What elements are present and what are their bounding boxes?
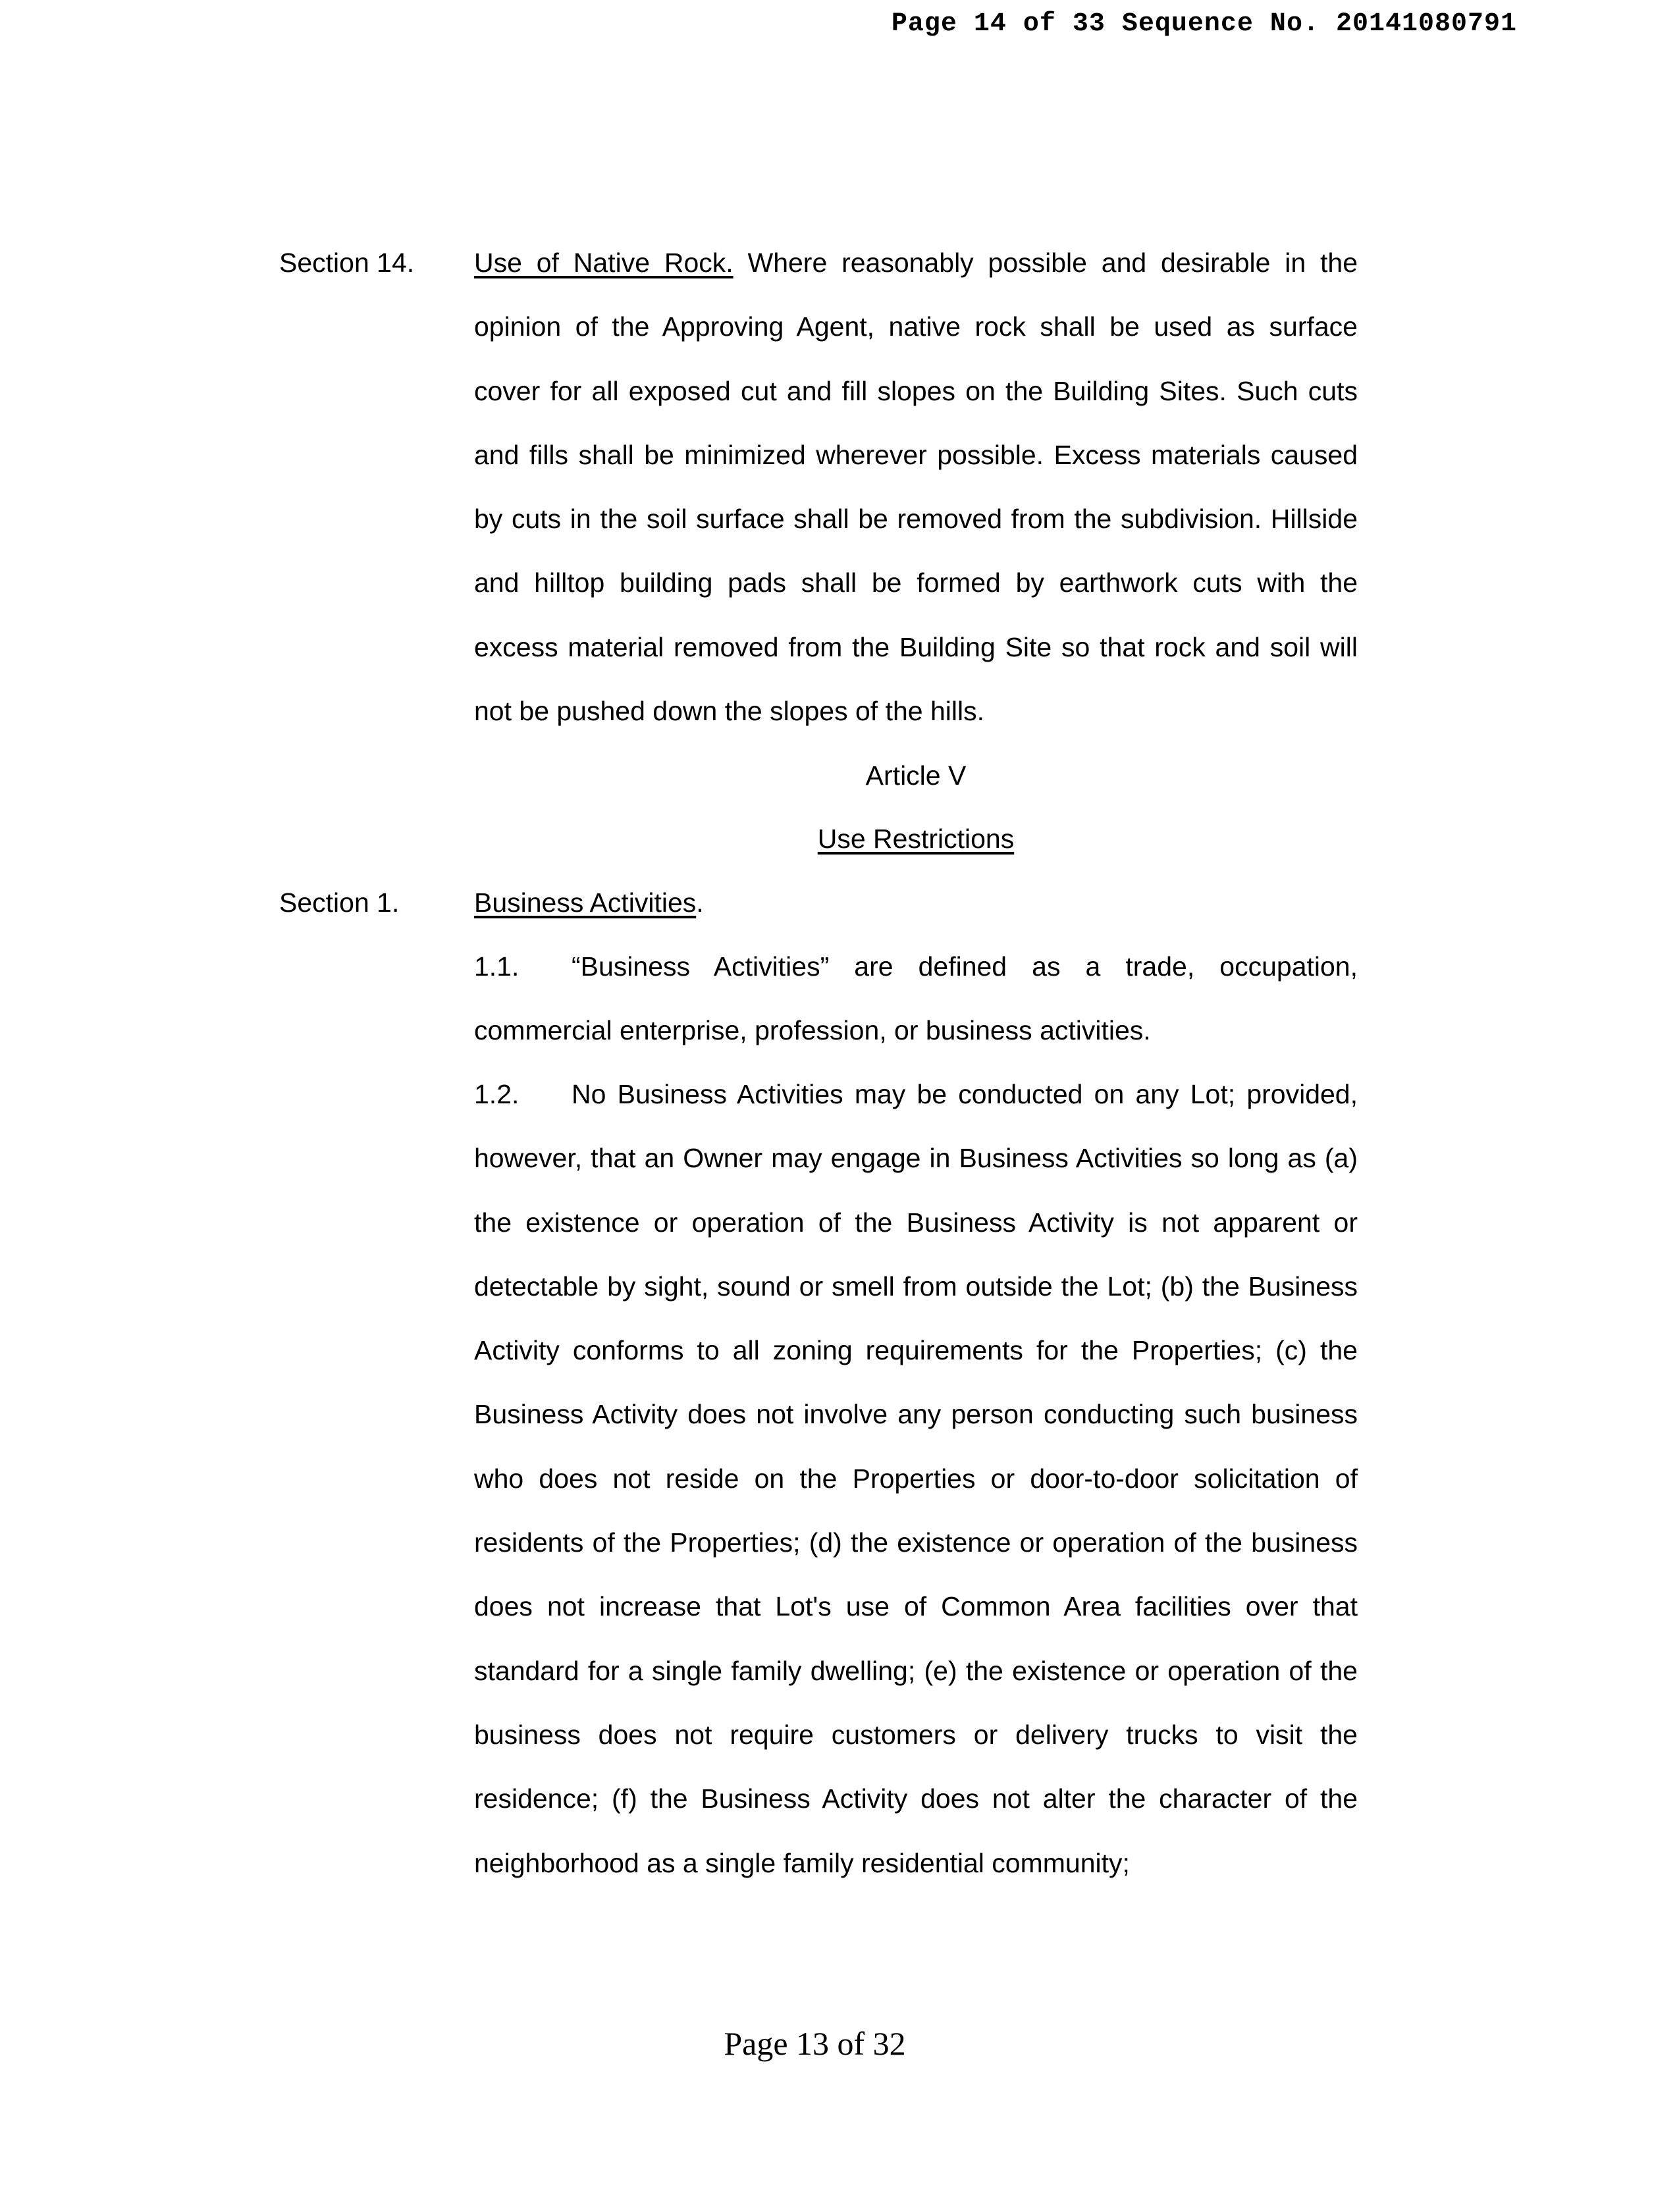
section-1-item-2-number: 1.2. (474, 1079, 520, 1109)
article-title-text: Use Restrictions (817, 824, 1015, 854)
section-14-title: Use of Native Rock. (474, 248, 733, 278)
section-1-title-suffix: . (696, 887, 704, 918)
section-14-body: Where reasonably possible and desirable in the opinion of the Approving Agent, native rock shall be used as surface cover for all exposed cut and fill slopes on the Building Sites. Such cuts and fills shall be minimized wherever possible. Excess materials caused by cuts in the soil surface shall be removed from the subdivision. Hillside and hilltop building pads shall be formed by earthwork cuts with the excess material removed from the Building Site so that rock and soil will not be pushed down the slopes of the hills. (474, 248, 1358, 727)
section-1-item-1-number: 1.1. (474, 951, 520, 982)
section-1-label: Section 1. (279, 887, 400, 918)
page-number-footer: Page 13 of 32 (724, 2025, 906, 2062)
section-14-label: Section 14. (279, 248, 415, 278)
section-14-paragraph (474, 231, 1358, 743)
section-1-item-1 (474, 935, 1358, 1063)
section-1-title: Business Activities (474, 887, 697, 918)
document-sequence-header: Page 14 of 33 Sequence No. 20141080791 (891, 9, 1517, 39)
section-1-item-2-text: No Business Activities may be conducted on any Lot; provided, however, that an Owner may engage in Business Activities so long as (a) the existence or operation of the Business Activity is not apparent or detectable by sight, sound or smell from outside the Lot; (b) the Business Activity conforms to all zoning requirements for the Properties; (c) the Business Activity does not involve any person conducting such business who does not reside on the Properties or door-to-door solicitation of residents of the Properties; (d) the existence or operation of the business does not increase that Lot's use of Common Area facilities over that standard for a single family dwelling; (e) the existence or operation of the business does not require customers or delivery trucks to visit the residence; (f) the Business Activity does not alter the character of the neighborhood as a single family residential community; (474, 1079, 1358, 1878)
section-1-heading (474, 886, 704, 919)
article-title (474, 822, 1358, 855)
section-1-item-1-text: “Business Activities” are defined as a trade, occupation, commercial enterprise, profession, or business activities. (474, 951, 1358, 1046)
section-1-item-2 (474, 1063, 1358, 1895)
article-number: Article V (865, 760, 967, 791)
